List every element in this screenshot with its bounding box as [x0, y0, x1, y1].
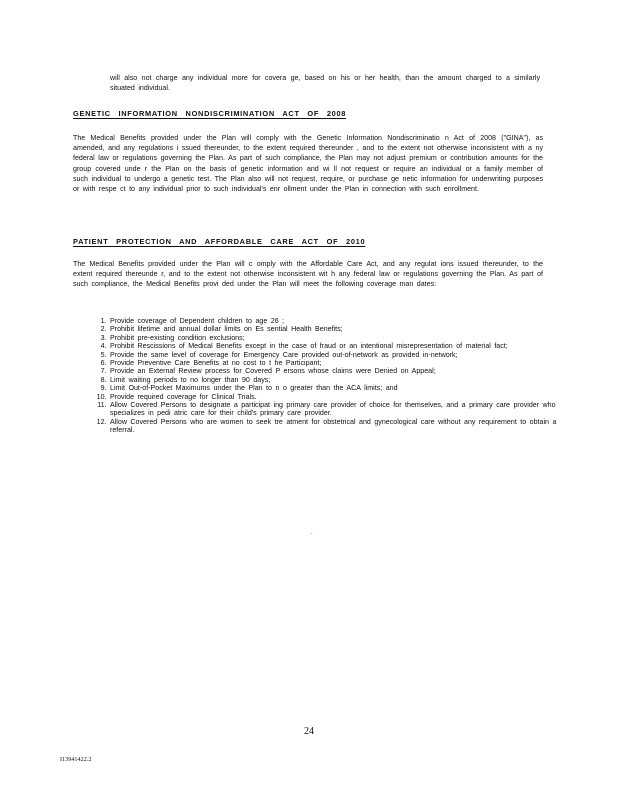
- stray-mark: .: [311, 530, 313, 536]
- gina-paragraph: The Medical Benefits provided under the Plan will comply with the Genetic Information Nondiscriminatio n Act of 2008 ("GINA"), as amended, and any regulations i ssued thereunder, to the extent required thereunder , and to the extent not otherwise inconsistent with a ny federal law or regulations governing the Plan. As part of such compliance, the Plan may not adjust premium or contribution amounts for the group covered unde r the Plan on the basis of genetic information and wi ll not request or require an individual or a family member of such individual to undergo a genetic test. The Plan also will not request, require, or purchase ge netic information for underwriting purposes or with respe ct to any individual prior to such individual's enr ollment under the Plan in connection with such enrollment.: [73, 134, 543, 194]
- mandate-item: 8. Limit waiting periods to no longer than 90 days;: [110, 376, 570, 384]
- intro-continuation: will also not charge any individual more for covera ge, based on his or her health, than the amount charged to a similarly situated individual.: [110, 74, 540, 93]
- mandate-item: 12. Allow Covered Persons who are women to seek tre atment for obstetrical and gynecological care without any requirement to obtain a referral.: [110, 418, 570, 435]
- coverage-mandates-list: [85, 317, 570, 435]
- mandate-item: 1. Provide coverage of Dependent children to age 26 ;: [110, 317, 570, 325]
- mandate-item: 11. Allow Covered Persons to designate a participat ing primary care provider of choice for themselves, and a primary care provider who specializes in pedi atric care for their child's primary care provider.: [110, 401, 570, 418]
- document-id: I13941422.2: [60, 756, 92, 763]
- mandate-item: 5. Provide the same level of coverage for Emergency Care provided out-of-network as provided in-network;: [110, 351, 570, 359]
- page-number: 24: [304, 726, 314, 737]
- mandate-item: 2. Prohibit lifetime and annual dollar limits on Es sential Health Benefits;: [110, 325, 570, 333]
- mandate-item: 9. Limit Out-of-Pocket Maximums under the Plan to n o greater than the ACA limits; and: [110, 384, 570, 392]
- gina-heading: GENETIC INFORMATION NONDISCRIMINATION ACT OF 2008: [73, 109, 347, 118]
- mandate-item: 10. Provide required coverage for Clinical Trials.: [110, 393, 570, 401]
- aca-heading: PATIENT PROTECTION AND AFFORDABLE CARE ACT OF 2010: [73, 237, 366, 246]
- mandate-item: 3. Prohibit pre-existing condition exclusions;: [110, 334, 570, 342]
- mandate-item: 4. Prohibit Rescissions of Medical Benefits except in the case of fraud or an intentional misrepresentation of material fact;: [110, 342, 570, 350]
- aca-paragraph: The Medical Benefits provided under the Plan will c omply with the Affordable Care Act, and any regulat ions issued thereunder, to the extent required thereunde r, and to the extent not otherwise inconsistent wit h any federal law or regulations governing the Plan. As part of such compliance, the Medical Benefits provi ded under the Plan will meet the following coverage man dates:: [73, 260, 543, 289]
- mandate-item: 6. Provide Preventive Care Benefits at no cost to t he Participant;: [110, 359, 570, 367]
- mandate-item: 7. Provide an External Review process for Covered P ersons whose claims were Denied on Appeal;: [110, 367, 570, 375]
